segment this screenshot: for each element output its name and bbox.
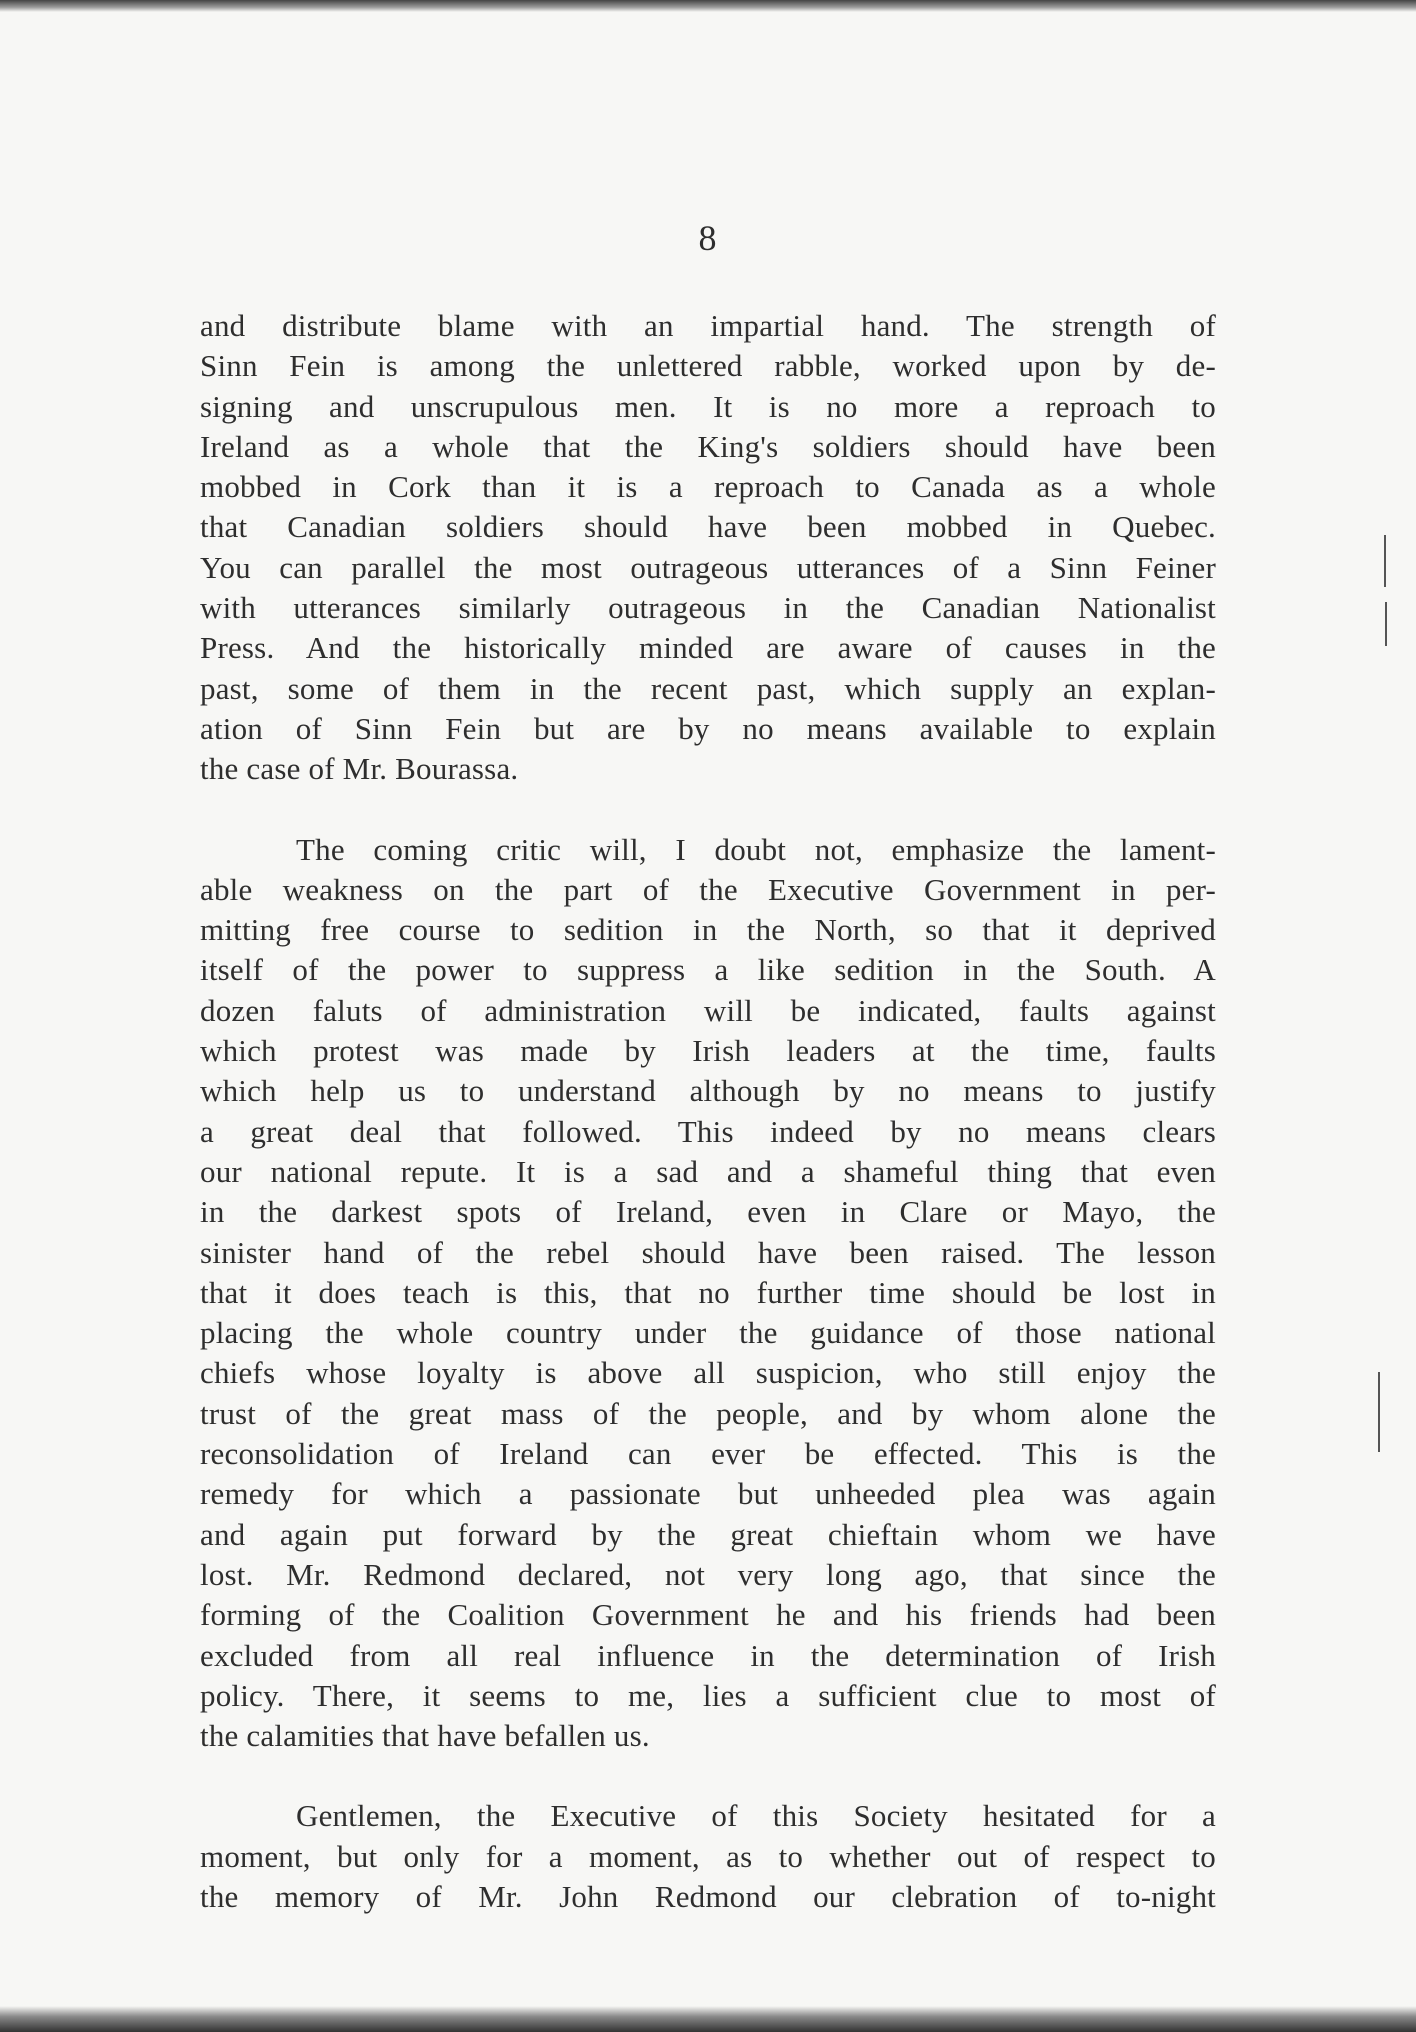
text-line: mitting free course to sedition in the North, so that it deprived: [200, 912, 1216, 948]
text-line: that Canadian soldiers should have been mobbed in Quebec.: [200, 509, 1216, 545]
text-line: a great deal that followed. This indeed by no means clears: [200, 1113, 1216, 1149]
paragraph-2: [200, 830, 1216, 1757]
text-line: ation of Sinn Fein but are by no means available to explain: [200, 710, 1216, 746]
text-line: Ireland as a whole that the King's soldiers should have been: [200, 428, 1216, 464]
text-line: in the darkest spots of Ireland, even in Clare or Mayo, the: [200, 1194, 1216, 1230]
text-line: excluded from all real influence in the determination of Irish: [200, 1637, 1216, 1673]
text-line: dozen faluts of administration will be indicated, faults against: [200, 992, 1216, 1028]
scan-top-edge: [0, 0, 1416, 12]
text-line: Sinn Fein is among the unlettered rabble, worked upon by de-: [200, 348, 1216, 384]
text-line: placing the whole country under the guidance of those national: [200, 1315, 1216, 1351]
text-line: The coming critic will, I doubt not, emphasize the lament-: [296, 831, 1216, 867]
text-line: Gentlemen, the Executive of this Society hesitated for a: [296, 1798, 1216, 1834]
text-line: You can parallel the most outrageous utterances of a Sinn Feiner: [200, 549, 1216, 585]
margin-mark: [1384, 535, 1386, 587]
page-number: 8: [698, 218, 718, 258]
text-line: and again put forward by the great chieftain whom we have: [200, 1516, 1216, 1552]
text-line: that it does teach is this, that no further time should be lost in: [200, 1274, 1216, 1310]
text-line: our national repute. It is a sad and a shameful thing that even: [200, 1153, 1216, 1189]
text-line: the calamities that have befallen us.: [200, 1718, 650, 1754]
text-line: with utterances similarly outrageous in the Canadian Nationalist: [200, 590, 1216, 626]
text-line: itself of the power to suppress a like sedition in the South. A: [200, 952, 1216, 988]
text-line: the memory of Mr. John Redmond our clebration of to-night: [200, 1878, 1216, 1914]
paragraph-3: [200, 1796, 1216, 1917]
text-line: able weakness on the part of the Executive Government in per-: [200, 871, 1216, 907]
text-line: forming of the Coalition Government he and his friends had been: [200, 1597, 1216, 1633]
text-line: mobbed in Cork than it is a reproach to Canada as a whole: [200, 469, 1216, 505]
scan-bottom-edge: [0, 2006, 1416, 2032]
margin-mark: [1385, 602, 1387, 646]
text-line: trust of the great mass of the people, and by whom alone the: [200, 1395, 1216, 1431]
text-line: Press. And the historically minded are aware of causes in the: [200, 630, 1216, 666]
text-line: the case of Mr. Bourassa.: [200, 751, 519, 787]
body-text: [200, 306, 1216, 1917]
text-line: moment, but only for a moment, as to whether out of respect to: [200, 1838, 1216, 1874]
text-line: signing and unscrupulous men. It is no more a reproach to: [200, 388, 1216, 424]
text-line: policy. There, it seems to me, lies a sufficient clue to most of: [200, 1677, 1216, 1713]
text-line: reconsolidation of Ireland can ever be effected. This is the: [200, 1436, 1216, 1472]
text-line: chiefs whose loyalty is above all suspicion, who still enjoy the: [200, 1355, 1216, 1391]
text-line: which protest was made by Irish leaders at the time, faults: [200, 1033, 1216, 1069]
margin-mark: [1378, 1372, 1380, 1452]
text-line: sinister hand of the rebel should have been raised. The lesson: [200, 1234, 1216, 1270]
text-line: which help us to understand although by no means to justify: [200, 1073, 1216, 1109]
paragraph-1: [200, 306, 1216, 790]
text-line: remedy for which a passionate but unheeded plea was again: [200, 1476, 1216, 1512]
text-line: and distribute blame with an impartial hand. The strength of: [200, 308, 1216, 343]
text-line: lost. Mr. Redmond declared, not very long ago, that since the: [200, 1556, 1216, 1592]
text-line: past, some of them in the recent past, which supply an explan-: [200, 670, 1216, 706]
